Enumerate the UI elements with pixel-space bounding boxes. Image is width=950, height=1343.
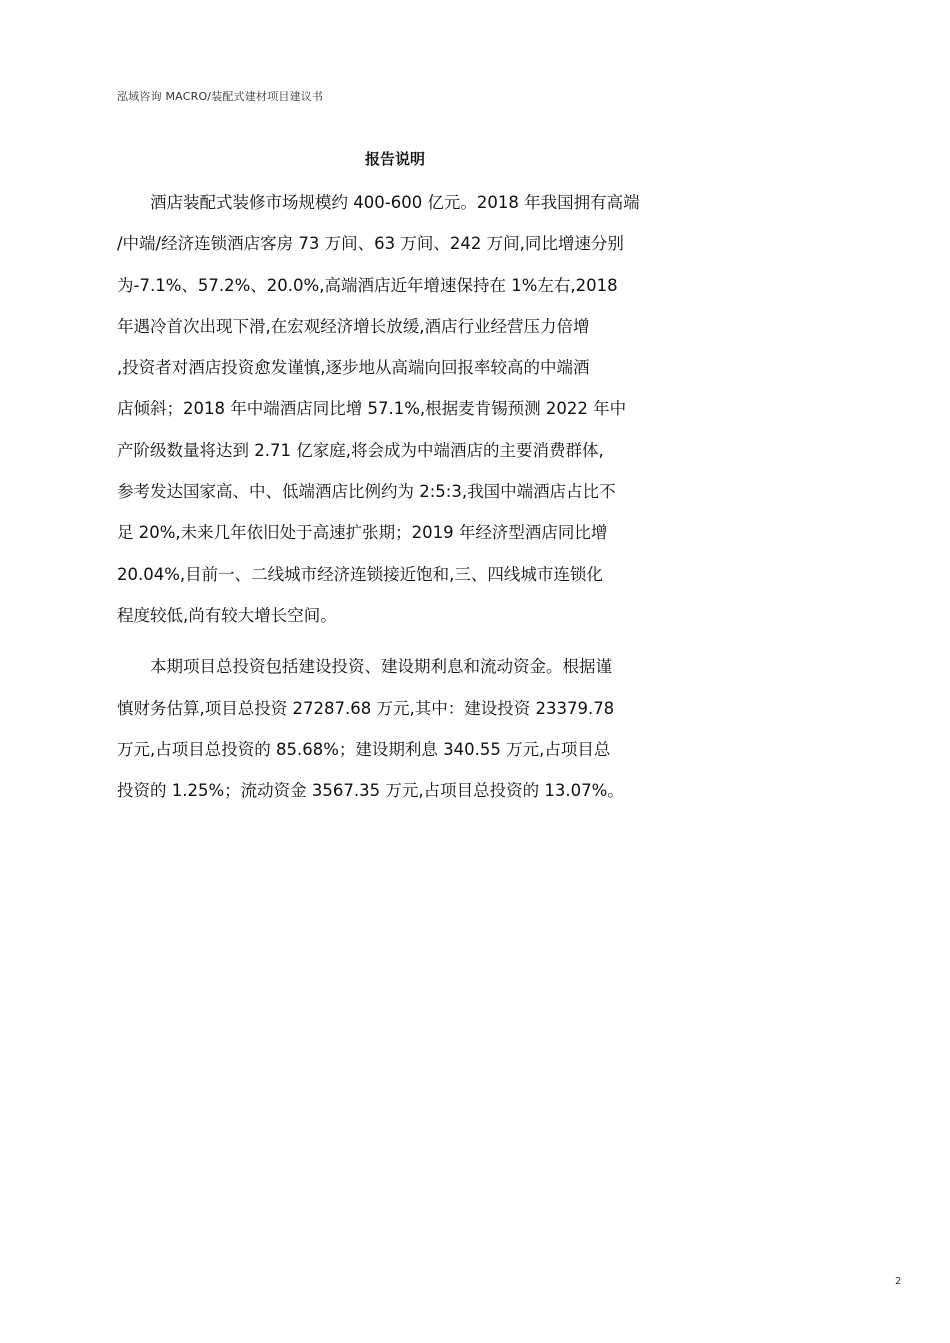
paragraph-line: 参考发达国家高、中、低端酒店比例约为 2:5:3,我国中端酒店占比不 bbox=[117, 482, 616, 502]
paragraph-line: 20.04%,目前一、二线城市经济连锁接近饱和,三、四线城市连锁化 bbox=[117, 564, 603, 584]
paragraph-line: 慎财务估算,项目总投资 27287.68 万元,其中：建设投资 23379.78 bbox=[117, 698, 615, 718]
page-title: 报告说明 bbox=[364, 150, 425, 168]
paragraph-line: 本期项目总投资包括建设投资、建设期利息和流动资金。根据谨 bbox=[150, 657, 612, 677]
paragraph-line: 足 20%,未来几年依旧处于高速扩张期；2019 年经济型酒店同比增 bbox=[117, 523, 608, 543]
paragraph-gap bbox=[117, 636, 697, 646]
paragraph-line: 店倾斜；2018 年中端酒店同比增 57.1%,根据麦肯锡预测 2022 年中 bbox=[117, 399, 627, 419]
paragraph-line: ,投资者对酒店投资愈发谨慎,逐步地从高端向回报率较高的中端酒 bbox=[117, 358, 590, 378]
paragraph-line: 万元,占项目总投资的 85.68%；建设期利息 340.55 万元,占项目总 bbox=[117, 739, 611, 759]
paragraph-line: 为-7.1%、57.2%、20.0%,高端酒店近年增速保持在 1%左右,2018 bbox=[117, 275, 618, 295]
paragraph-line: 产阶级数量将达到 2.71 亿家庭,将会成为中端酒店的主要消费群体, bbox=[117, 440, 604, 460]
paragraph-investment bbox=[117, 646, 697, 811]
paragraph-line: 程度较低,尚有较大增长空间。 bbox=[117, 605, 337, 625]
page-header: 泓域咨询 MACRO/装配式建材项目建议书 bbox=[117, 90, 324, 103]
page-number: 2 bbox=[895, 1276, 902, 1287]
paragraph-line: 年遇冷首次出现下滑,在宏观经济增长放缓,酒店行业经营压力倍增 bbox=[117, 316, 590, 336]
paragraph-market bbox=[117, 182, 697, 636]
paragraph-line: 投资的 1.25%；流动资金 3567.35 万元,占项目总投资的 13.07%。 bbox=[117, 781, 624, 801]
paragraph-line: 酒店装配式装修市场规模约 400-600 亿元。2018 年我国拥有高端 bbox=[150, 193, 640, 212]
paragraph-line: /中端/经济连锁酒店客房 73 万间、63 万间、242 万间,同比增速分别 bbox=[117, 234, 624, 254]
report-body bbox=[117, 182, 697, 811]
